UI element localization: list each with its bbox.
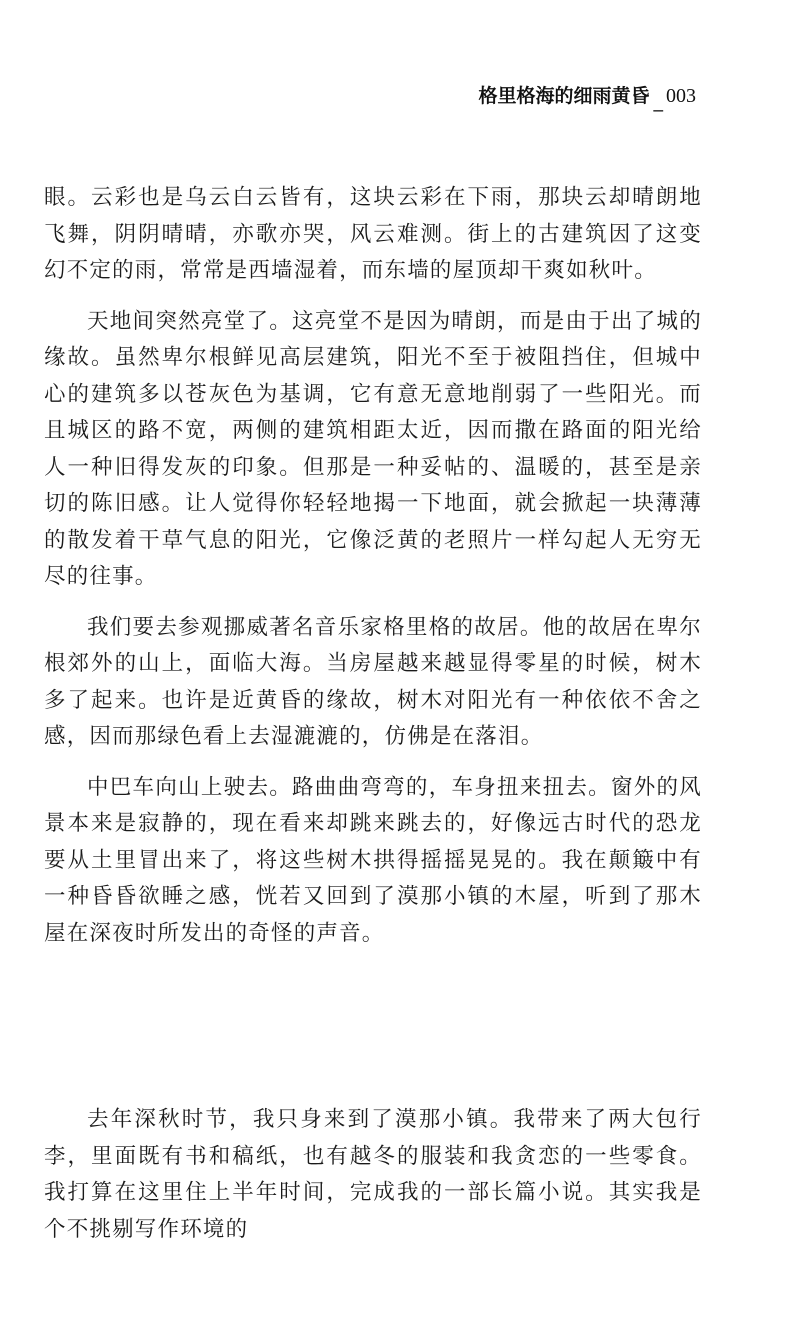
page-number: 003	[666, 85, 696, 107]
paragraph: 中巴车向山上驶去。路曲曲弯弯的，车身扭来扭去。窗外的风景本来是寂静的，现在看来却跳来跳去的，好像远古时代的恐龙要从土里冒出来了，将这些树木拱得摇摇晃晃的。我在颠簸中有一种昏昏欲睡之感，恍若又回到了漠那小镇的木屋，听到了那木屋在深夜时所发出的奇怪的声音。	[44, 774, 702, 946]
paragraph-continued: 眼。云彩也是乌云白云皆有，这块云彩在下雨，那块云却晴朗地飞舞，阴阴晴晴，亦歌亦哭，风云难测。街上的古建筑因了这变幻不定的雨，常常是西墙湿着，而东墙的屋顶却干爽如秋叶。	[44, 185, 702, 283]
chapter-title: 格里格海的细雨黄昏	[478, 85, 650, 107]
text-block-lower	[44, 1102, 702, 1262]
paragraph: 我们要去参观挪威著名音乐家格里格的故居。他的故居在卑尔根郊外的山上，面临大海。当房屋越来越显得零星的时候，树木多了起来。也许是近黄昏的缘故，树木对阳光有一种依依不舍之感，因而那绿色看上去湿漉漉的，仿佛是在落泪。	[44, 614, 702, 749]
header-separator: _	[653, 90, 663, 112]
paragraph: 去年深秋时节，我只身来到了漠那小镇。我带来了两大包行李，里面既有书和稿纸，也有越冬的服装和我贪恋的一些零食。我打算在这里住上半年时间，完成我的一部长篇小说。其实我是个不挑剔写作环境的	[44, 1107, 702, 1242]
paragraph: 天地间突然亮堂了。这亮堂不是因为晴朗，而是由于出了城的缘故。虽然卑尔根鲜见高层建筑，阳光不至于被阻挡住，但城中心的建筑多以苍灰色为基调，它有意无意地削弱了一些阳光。而且城区的路不宽，两侧的建筑相距太近，因而撒在路面的阳光给人一种旧得发灰的印象。但那是一种妥帖的、温暖的，甚至是亲切的陈旧感。让人觉得你轻轻地揭一下地面，就会掀起一块薄薄的散发着干草气息的阳光，它像泛黄的老照片一样勾起人无穷无尽的往事。	[44, 308, 702, 589]
text-block-upper	[44, 180, 702, 966]
running-header	[478, 84, 696, 113]
